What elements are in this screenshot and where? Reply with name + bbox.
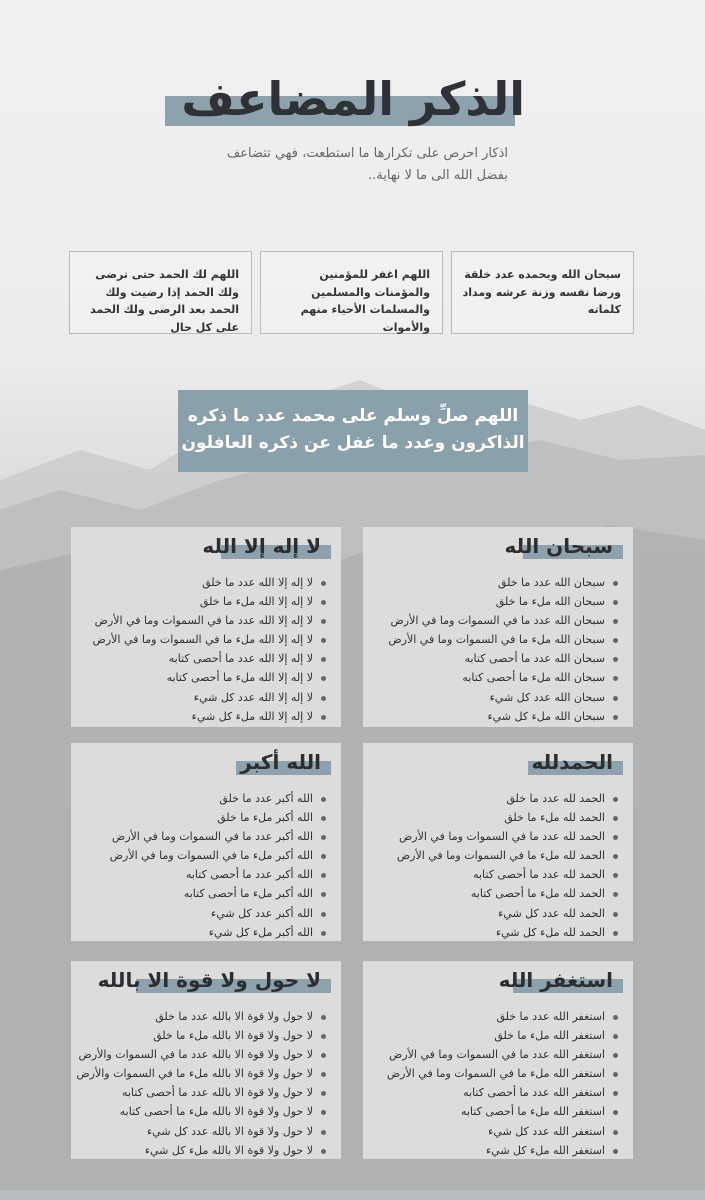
list-item: لا إله إلا الله عدد ما خلق [81,573,329,592]
list-item: لا حول ولا قوة الا بالله عدد كل شيء [81,1122,329,1141]
card-list [363,1001,633,1160]
card-header [363,527,633,567]
card-header [71,743,341,783]
list-item: سبحان الله ملء كل شيء [373,707,621,726]
salawat-banner: اللهم صلِّ وسلم على محمد عدد ما ذكره الذاكرون وعدد ما غفل عن ذكره العافلون [178,390,528,472]
list-item: الحمد لله عدد كل شيء [373,904,621,923]
card-subhanallah [363,527,633,727]
list-item: الحمد لله عدد ما في السموات وما في الأرض [373,827,621,846]
card-title: سبحان الله [504,534,613,558]
top-box-hamd: اللهم لك الحمد حتى ترضى ولك الحمد إذا رضيت ولك الحمد بعد الرضى ولك الحمد على كل حال [69,251,252,334]
card-list [71,783,341,942]
card-title: لا حول ولا قوة الا بالله [97,968,321,992]
list-item: سبحان الله ملء ما في السموات وما في الأرض [373,630,621,649]
page-title [165,72,525,138]
list-item: استغفر الله عدد ما أحصى كتابه [373,1083,621,1102]
list-item: الله أكبر عدد ما أحصى كتابه [81,865,329,884]
card-list [71,1001,341,1160]
card-title: استغفر الله [498,968,613,992]
list-item: لا إله إلا الله ملء ما في السموات وما في الأرض [81,630,329,649]
card-list [363,783,633,942]
list-item: لا حول ولا قوة الا بالله ملء كل شيء [81,1141,329,1160]
list-item: استغفر الله ملء ما أحصى كتابه [373,1102,621,1121]
list-item: استغفر الله عدد ما في السموات وما في الأرض [373,1045,621,1064]
list-item: لا إله إلا الله عدد ما أحصى كتابه [81,649,329,668]
list-item: الحمد لله ملء ما أحصى كتابه [373,884,621,903]
list-item: لا إله إلا الله ملء ما خلق [81,592,329,611]
list-item: استغفر الله ملء ما خلق [373,1026,621,1045]
card-header [363,961,633,1001]
list-item: الله أكبر ملء ما أحصى كتابه [81,884,329,903]
list-item: سبحان الله عدد ما في السموات وما في الأرض [373,611,621,630]
subtitle: اذكار احرص على تكرارها ما استطعت، فهي تتضاعف بفضل الله الى ما لا نهاية.. [226,146,508,183]
list-item: الله أكبر عدد ما في السموات وما في الأرض [81,827,329,846]
list-item: استغفر الله ملء ما في السموات وما في الأرض [373,1064,621,1083]
list-item: الحمد لله ملء كل شيء [373,923,621,942]
list-item: الحمد لله عدد ما أحصى كتابه [373,865,621,884]
list-item: لا حول ولا قوة الا بالله ملء ما في السموات والأرض [81,1064,329,1083]
list-item: الله أكبر عدد ما خلق [81,789,329,808]
card-alhamdulillah [363,743,633,941]
list-item: لا حول ولا قوة الا بالله عدد ما خلق [81,1007,329,1026]
list-item: لا حول ولا قوة الا بالله ملء ما خلق [81,1026,329,1045]
card-header [71,527,341,567]
list-item: الله أكبر ملء ما في السموات وما في الأرض [81,846,329,865]
list-item: سبحان الله ملء ما خلق [373,592,621,611]
list-item: سبحان الله عدد ما أحصى كتابه [373,649,621,668]
card-header [71,961,341,1001]
card-list [363,567,633,726]
card-astaghfirullah [363,961,633,1159]
list-item: سبحان الله ملء ما أحصى كتابه [373,668,621,687]
list-item: الحمد لله ملء ما خلق [373,808,621,827]
list-item: سبحان الله عدد ما خلق [373,573,621,592]
card-list [71,567,341,726]
list-item: لا حول ولا قوة الا بالله ملء ما أحصى كتابه [81,1102,329,1121]
card-allahu-akbar [71,743,341,941]
list-item: استغفر الله عدد ما خلق [373,1007,621,1026]
list-item: الحمد لله ملء ما في السموات وما في الأرض [373,846,621,865]
bottom-strip [0,1190,705,1200]
list-item: الله أكبر ملء ما خلق [81,808,329,827]
list-item: لا إله إلا الله عدد كل شيء [81,688,329,707]
card-title: الحمدلله [531,750,613,774]
list-item: استغفر الله عدد كل شيء [373,1122,621,1141]
card-header [363,743,633,783]
list-item: لا حول ولا قوة الا بالله عدد ما أحصى كتابه [81,1083,329,1102]
card-la-hawla [71,961,341,1159]
list-item: سبحان الله عدد كل شيء [373,688,621,707]
card-title: لا إله إلا الله [202,534,321,558]
list-item: لا إله إلا الله عدد ما في السموات وما في الأرض [81,611,329,630]
card-title: الله أكبر [240,750,321,774]
list-item: استغفر الله ملء كل شيء [373,1141,621,1160]
list-item: الله أكبر ملء كل شيء [81,923,329,942]
top-box-tasbih: سبحان الله وبحمده عدد خلقة ورضا نفسه وزنة عرشه ومداد كلماته [451,251,634,334]
title-text: الذكر المضاعف [181,72,525,126]
list-item: لا حول ولا قوة الا بالله عدد ما في السموات والأرض [81,1045,329,1064]
list-item: الحمد لله عدد ما خلق [373,789,621,808]
list-item: لا إله إلا الله ملء كل شيء [81,707,329,726]
list-item: الله أكبر عدد كل شيء [81,904,329,923]
top-box-istighfar: اللهم اغفر للمؤمنين والمؤمنات والمسلمين والمسلمات الأحياء منهم والأموات [260,251,443,334]
card-la-ilaha-illallah [71,527,341,727]
list-item: لا إله إلا الله ملء ما أحصى كتابه [81,668,329,687]
